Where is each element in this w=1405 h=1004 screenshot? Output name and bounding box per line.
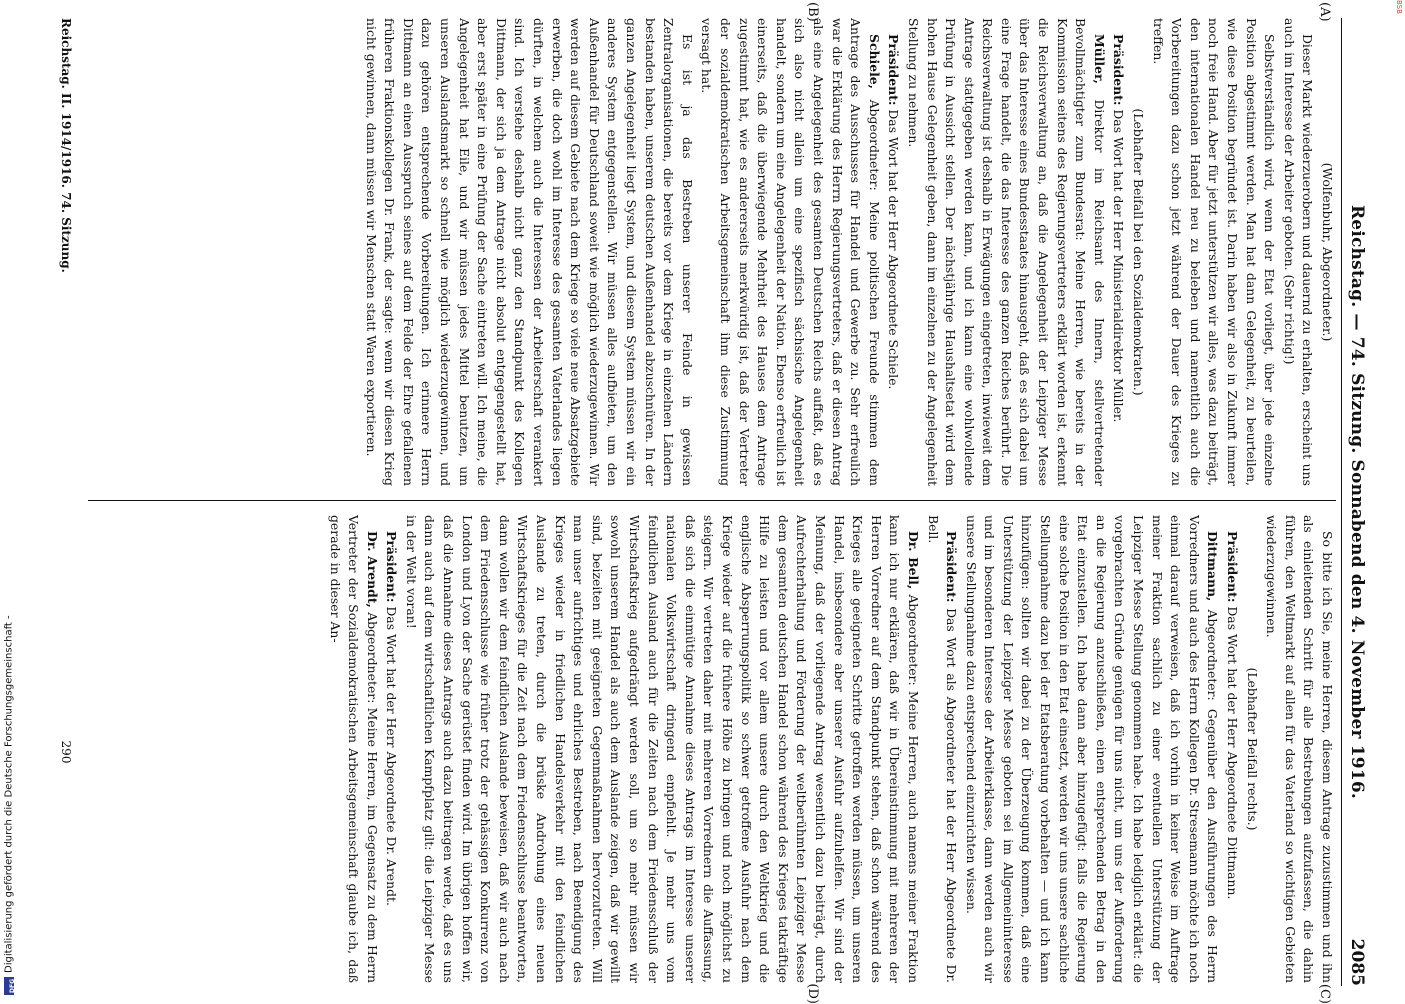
paragraph [1279,18,1316,486]
paragraph-text: (Lebhafter Beifall bei den Sozialdemokraten.) [1131,108,1147,396]
speaker-name: Dr. Arendt, [364,531,380,608]
margin-letter-d: (D) [805,983,820,1004]
digitization-credit-text: Digitalisierung gefördert durch die Deutsche Forschungsgemeinschaft - [3,615,15,973]
paragraph-text: Es ist ja das Bestreben unserer Feinde in gewissen Zentralorganisationen, die bereits vor dem Kriege in einzelnen Ländern bestanden haben, unserem deutschen Außenhandel abzuschnüren. In der ganzen Angelegenheit liegt System, und diesem System müssen wir ein anderes System entgegenstellen. Wir müssen alles aufbieten, um den Außenhandel für Deutschland soweit wie möglich wiederzugewinnen. Wir werden auf diesem Gebiete nach dem Kriege so viele neue Absatzgebiete erwerben, die doch wohl im Interesse des gesamten Vaterlandes liegen dürften, in welchem auch die Interessen der Arbeiterschaft verankert sind. Ich verstehe deshalb nicht ganz den Standpunkt des Kollegen Dittmann, der sich ja dem Antrage nicht absolut entgegengestellt hat, aber erst später in eine Prüfung der Sache eintreten will. Ich meine, die Angelegenheit hat Eile, und wir müssen jedes Mittel benutzen, um unseren Auslandsmarkt so schnell wie möglich wiederzugewinnen, und dazu gehören entsprechende Vorbereitungen. Ich erinnere Herrn Dittmann an einen Ausspruch seines auf dem Felde der Ehre gefallenen früheren Fraktionskollegen Dr. Frank, der sagte: wenn wir diesen Krieg nicht gewinnen, dann müssen wir Menschen statt Waren exportieren. [363,18,695,486]
margin-letter-c: (C) [1317,983,1332,1004]
paragraph-text: Das Wort als Abgeordneter hat der Herr Abgeordnete Dr. Bell. [925,515,960,983]
speaker-name: Präsident: [1225,531,1241,603]
scanned-page [40,0,1380,1004]
paragraph-text: Abgeordneter: Meine Herren, im Gegensatz zu dem Herrn Vertreter der Sozialdemokratischen Arbeitsgemeinschaft glaube ich, daß gerade in dieser An- [327,515,380,983]
paragraph [325,515,381,983]
paragraph-text: Selbstverständlich wird, wenn der Etat vorliegt, über jede einzelne Position abgestimmt werden. Man hat dann Gelegenheit, zu beurteilen, wie diese Position begründet ist. Darin haben wir also in Zukunft immer noch freie Hand. Aber für jetzt unterstützen wir alles, was dazu beiträgt, den internationalen Handel neu zu beleben und namentlich auch die Vorbereitungen dazu schon jetzt während der Dauer des Krieges zu treffen. [1150,18,1278,486]
paragraph-text: Dieser Markt wiederzuerobern und dauernd zu erhalten, erscheint uns auch im Interesse der Arbeiter geboten. (Sehr richtig!) [1281,18,1316,486]
speaker-name: Dittmann, [1205,531,1221,602]
dfg-logo: DFG [4,977,14,995]
paragraph [903,18,1108,486]
footer-session: Reichstag. II. 1914/1916. 74. Sitzung. [59,18,73,273]
paragraph [361,18,696,486]
speaker-name: Präsident: [886,34,902,106]
margin-letter-b: (B) [805,2,820,22]
paragraph-text: Abgeordneter: Meine politischen Freunde stimmen dem Antrage des Ausschusses für Handel und Gewerbe zu. Sehr erfreulich war die Erklärung des Herrn Regierungsvertreters, daß er diesen Antrag als eine Angelegenheit des gesamten Deutschen Reichs auffaßt, daß es sich also nicht allein um eine spezifisch sächsische Angelegenheit handelt, sondern um eine Angelegenheit der Nation. Ebenso erfreulich ist einerseits, daß die überwiegende Mehrheit des Hauses dem Antrage zugestimmt hat, wie es andererseits merkwürdig ist, daß der Vertreter der sozialdemokratischen Arbeitsgemeinschaft ihm diese Zustimmung versagt hat. [699,18,882,486]
paragraph-text: Abgeordneter: Meine Herren, auch namens meiner Fraktion kann ich nur erklären, daß wir in Übereinstimmung mit mehreren der Herren Vorredner auf dem Standpunkt stehen, daß schon während des Krieges alle geeigneten Schritte getroffen werden müssen, um unseren Handel, insbesondere aber unserer Ausfuhr aufzuhelfen. Wir sind der Meinung, daß der vorliegende Antrag wesentlich dazu beiträgt, durch Aufrechterhaltung und Förderung der weltberühmten Leipziger Messe dem gesamten deutschen Handel schon während des Krieges tatkräftige Hilfe zu leisten und vor allem unsere durch den Weltkrieg und die englische Absperrungspolitik so schwer getroffene Ausfuhr nach dem Kriege wieder auf die frühere Höhe zu bringen und noch möglichst zu steigern. Wir vertreten daher mit mehreren Vorrednern die Auffassung, daß sich die einmütige Annahme dieses Antrags im Interesse unserer nationalen Volkswirtschaft dringend empfiehlt. Je mehr uns vom feindlichen Ausland auch für die Zeiten nach dem Friedensschluß der Wirtschaftskrieg aufgedrängt werden soll, um so mehr müssen wir sowohl unserem Handel als auch dem Auslande zeigen, daß wir gewillt sind, beizeiten mit geeigneten Gegenmaßnahmen hervorzutreten. Will man unser aufrichtiges und ehrliches Bestreben, nach Beendigung des Krieges wieder in friedlichen Handelsverkehr mit den feindlichen Auslande zu treten, durch die brüske Androhung eines neuen Wirtschaftskrieges für die Zeit nach dem Friedensschlusse beantworten, dann wollen wir dem feindlichen Auslande beweisen, daß wir auch nach dem Friedensschlusse wie früher trotz der gehässigen Konkurrenz von London und Lyon der Sache gerüstet finden wird. Im übrigen hoffen wir, daß die Annahme dieses Antrags auch dazu beitragen werde, daß es uns dann auch auf dem wirtschaftlichen Kampfplatz gilt: die Leipziger Messe in der Welt voran! [403,515,921,983]
page-number: 2085 [1347,938,1367,986]
paragraph-text: Direktor im Reichsamt des Innern, stellvertretender Bevollmächtigter zum Bundesrat: Meine Herren, wie bereits in der Kommission seitens des Regierungsvertreters erklärt worden ist, erkennt die Reichsverwaltung an, daß die Angelegenheit der Leipziger Messe über das Interesse eines Bundesstaates hinausgeht, daß es sich dabei um eine Frage handelt, die das Interesse des ganzen Reiches berührt. Die Reichsverwaltung ist deshalb in Erwägungen eingetreten, inwieweit dem Antrage stattgegeben werden kann, und ich kann eine wohlwollende Prüfung in Aussicht stellen. Der nächstjährige Haushaltsetat wird dem hohen Hause Gelegenheit geben, dann im einzelnen zu der Angelegenheit Stellung zu nehmen. [905,18,1107,486]
page-header [1341,18,1372,986]
speaker-name: Präsident: [1111,34,1127,106]
paragraph [401,515,922,983]
paragraph-text: Das Wort hat der Herr Abgeordnete Dittmann. [1225,606,1241,900]
paragraph-text: Das Wort hat der Herr Ministerialdirektor Müller. [1111,109,1127,423]
paragraph [961,515,1221,983]
paragraph [697,18,883,486]
paragraph [1109,18,1128,486]
paragraph-text: Das Wort hat der Herr Abgeordnete Schiele. [886,109,902,390]
footer-sheet-number: 290 [59,740,73,764]
paragraph [923,515,960,983]
speaker-name: Müller, [1091,34,1107,84]
page-footer [54,18,78,986]
right-column [88,515,1336,983]
paragraph [1222,515,1241,983]
paragraph [1128,18,1147,486]
paragraph [1317,18,1336,486]
paragraph-text: So bitte ich Sie, meine Herren, diesem Antrage zuzustimmen und ihn als einleitenden Schritt für alle Bestrebungen aufzufassen, die dahin führen, den Weltmarkt auf allen für das Vaterland so wichtigen Gebieten wiederzugewinnen. [1264,515,1335,983]
speaker-name: Präsident: [944,531,960,603]
paragraph [1242,515,1261,983]
paragraph [1262,515,1336,983]
bsb-mark: BSB [1395,0,1403,14]
paragraph-text: Das Wort hat der Herr Abgeordnete Dr. Arendt. [384,606,400,906]
left-column [88,18,1336,486]
paragraph-text: (Wolfenbuhr, Abgeordneter.) [1320,162,1335,342]
paragraph [884,18,903,486]
margin-letter-a: (A) [1317,2,1332,22]
page-title: Reichstag. — 74. Sitzung. Sonnabend den 4. November 1916. [1347,204,1367,799]
speaker-name: Schiele, [866,34,882,89]
digitization-credit [2,615,16,995]
speaker-name: Präsident: [384,531,400,603]
paragraph [382,515,401,983]
column-divider [88,500,1336,501]
speaker-name: Dr. Bell, [905,531,921,590]
paragraph-text: (Lebhafter Beifall rechts.) [1244,667,1260,831]
paragraph [1148,18,1278,486]
paragraph-text: Abgeordneter: Gegenüber den Ausführungen des Herrn Vorredners und auch des Herrn Kollegen Dr. Stresemann möchte ich noch einmal darauf verweisen, daß ich vorhin in keiner Weise im Auftrage meiner Fraktion sachlich zu einer eventuellen Unterstützung der Leipziger Messe Stellung genommen habe. Ich habe lediglich erklärt: die vorgebrachten Gründe genügen für uns nicht, um uns der Aufforderung an die Regierung anzuschließen, einen entsprechenden Betrag in den Etat einzustellen. Ich habe dann aber hinzugefügt: falls die Regierung eine solche Position in den Etat einsetzt, werden wir uns unsere sachliche Stellungnahme dazu bei der Etatsberatung vorbehalten — und ich kann hinzufügen: sollten wir dabei zu der Überzeugung kommen, daß eine Unterstützung der Leipziger Messe geboten sei im Allgemeininteresse und im besonderen Interesse der Arbeiterklasse, dann werden auch wir unsere Stellungnahme dazu entsprechend einzurichten wissen. [963,515,1221,983]
